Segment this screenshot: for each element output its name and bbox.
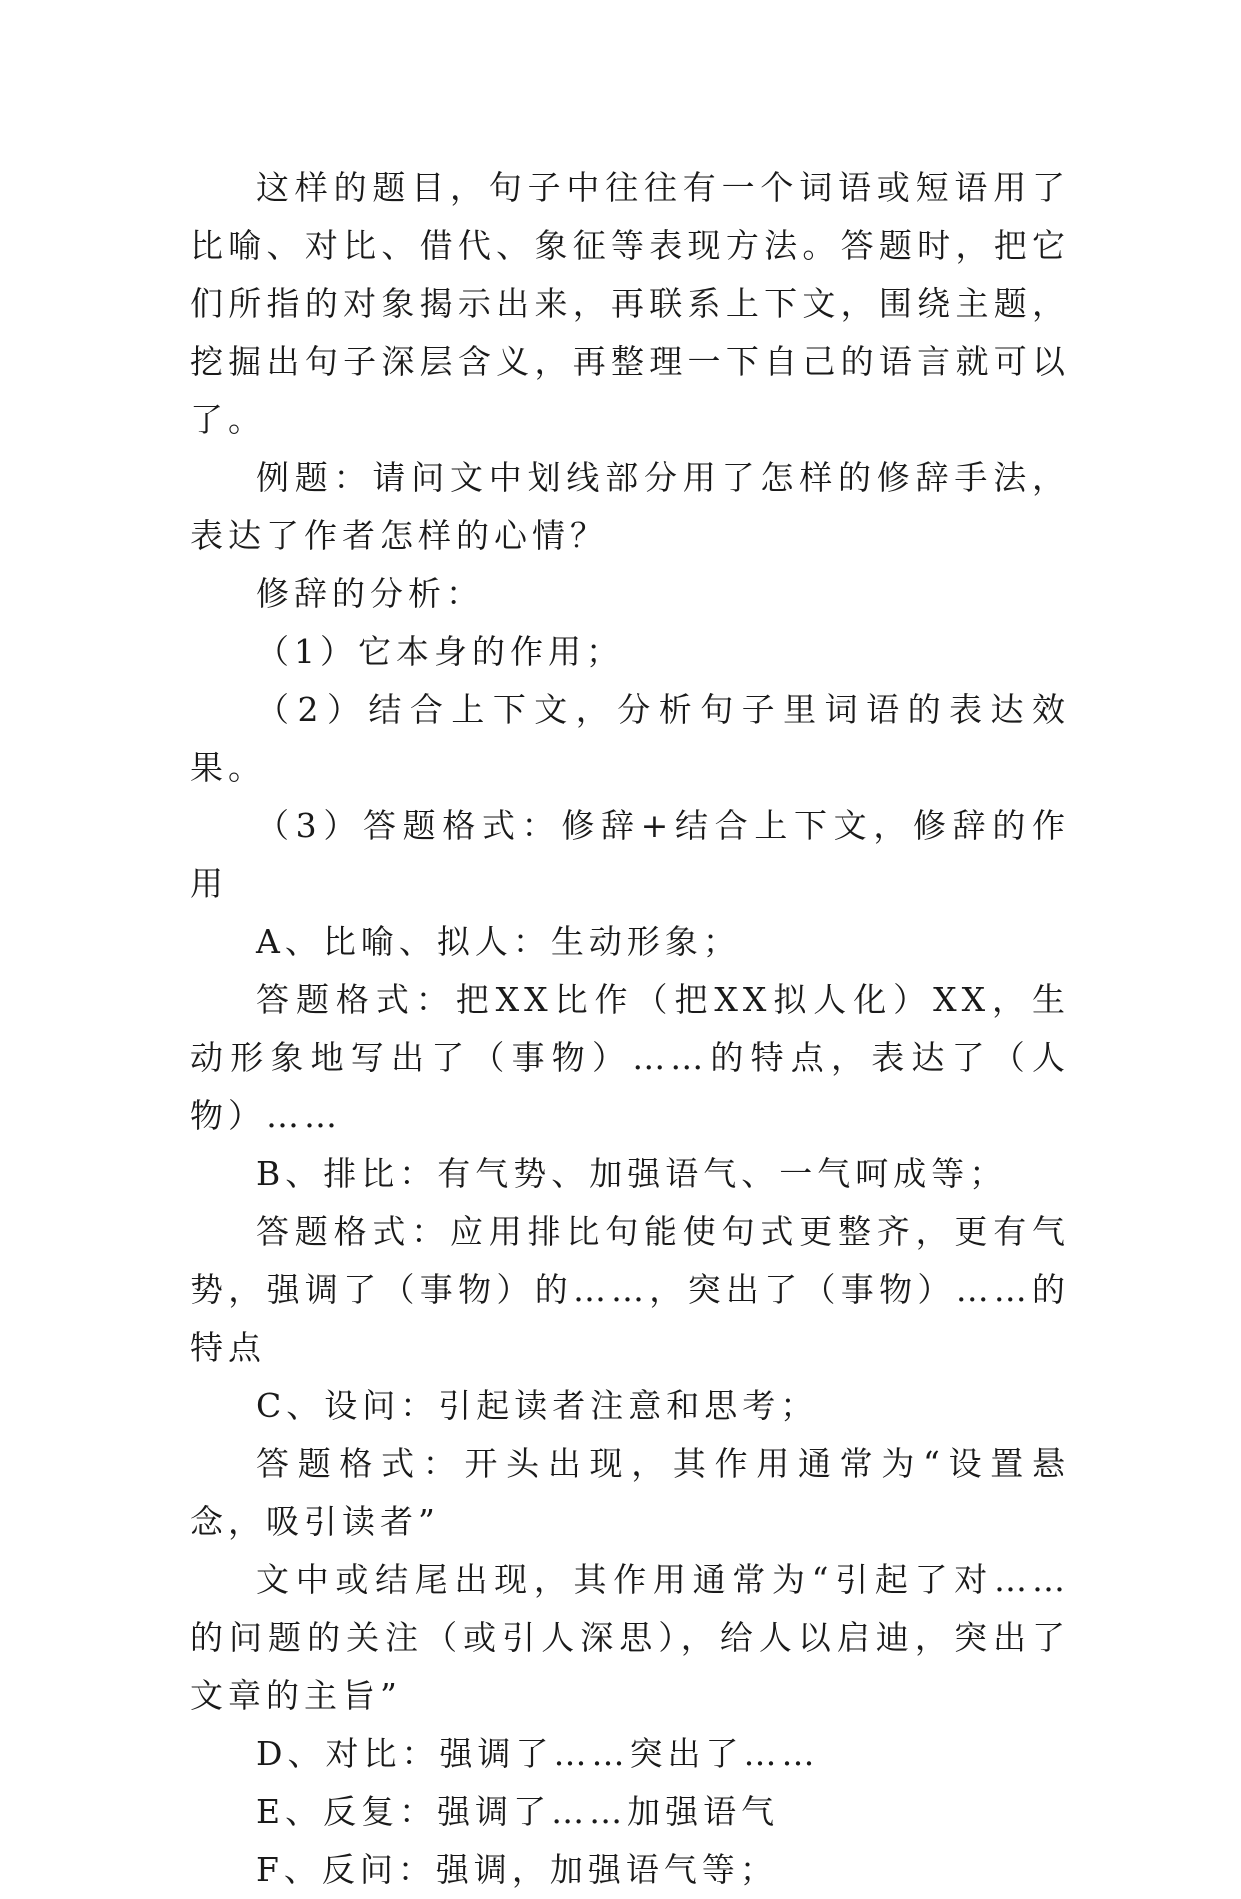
- paragraph-example-question: 例题：请问文中划线部分用了怎样的修辞手法，表达了作者怎样的心情？: [190, 458, 1070, 555]
- document-body: [190, 159, 1070, 1899]
- paragraph-rhetoric-analysis-heading: 修辞的分析：: [256, 574, 484, 613]
- paragraph-item-a: A、比喻、拟人：生动形象；: [256, 922, 741, 961]
- paragraph-point-2: （2）结合上下文，分析句子里词语的表达效果。: [190, 690, 1070, 787]
- paragraph-point-3: （3）答题格式：修辞+结合上下文，修辞的作用: [190, 806, 1070, 903]
- paragraph-item-c: C、设问：引起读者注意和思考；: [256, 1386, 819, 1425]
- paragraph-item-f: F、反问：强调，加强语气等；: [256, 1850, 778, 1889]
- paragraph-item-b: B、排比：有气势、加强语气、一气呵成等；: [256, 1154, 1008, 1193]
- paragraph-item-d: D、对比：强调了……突出了……: [256, 1734, 820, 1773]
- paragraph-format-a: 答题格式：把XX比作（把XX拟人化）XX，生动形象地写出了（事物）……的特点，表达了（人物）……: [190, 980, 1070, 1135]
- paragraph-format-b: 答题格式：应用排比句能使句式更整齐，更有气势，强调了（事物）的……，突出了（事物）……的特点: [190, 1212, 1070, 1367]
- paragraph-format-c-1: 答题格式：开头出现，其作用通常为“设置悬念，吸引读者”: [190, 1444, 1070, 1541]
- paragraph-intro: 这样的题目，句子中往往有一个词语或短语用了比喻、对比、借代、象征等表现方法。答题时，把它们所指的对象揭示出来，再联系上下文，围绕主题，挖掘出句子深层含义，再整理一下自己的语言就可以了。: [190, 168, 1070, 439]
- paragraph-format-c-2: 文中或结尾出现，其作用通常为“引起了对……的问题的关注（或引人深思），给人以启迪，突出了文章的主旨”: [190, 1560, 1070, 1715]
- paragraph-point-1: （1）它本身的作用；: [256, 632, 624, 671]
- paragraph-item-e: E、反复：强调了……加强语气: [256, 1792, 780, 1831]
